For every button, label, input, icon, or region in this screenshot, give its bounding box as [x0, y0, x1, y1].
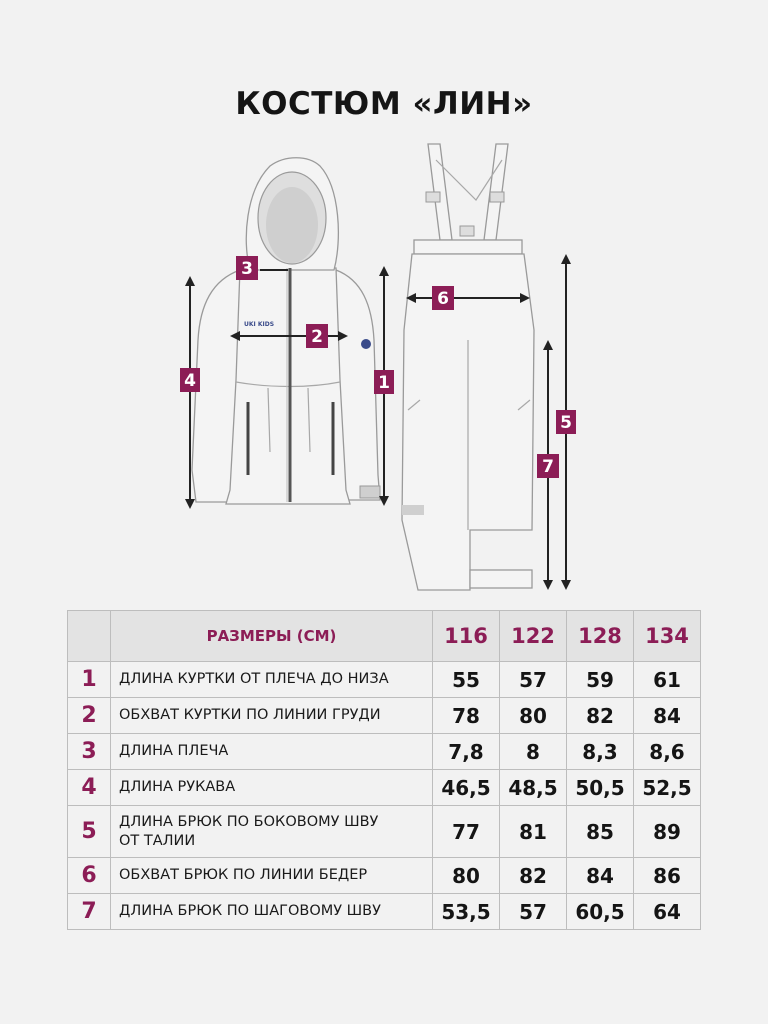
row-value: 50,5	[567, 770, 634, 806]
row-value: 61	[634, 662, 701, 698]
row-number: 4	[68, 770, 111, 806]
row-label: ДЛИНА ПЛЕЧА	[111, 734, 433, 770]
jacket-drawing	[192, 158, 380, 504]
marker-4	[180, 368, 200, 392]
row-value: 81	[500, 806, 567, 858]
marker-1	[374, 370, 394, 394]
row-number: 6	[68, 858, 111, 894]
row-value: 60,5	[567, 894, 634, 930]
header-size-116: 116	[433, 611, 500, 662]
row-number: 2	[68, 698, 111, 734]
row-value: 80	[500, 698, 567, 734]
marker-3	[236, 256, 258, 280]
page-title: КОСТЮМ «ЛИН»	[235, 86, 533, 122]
row-value: 84	[634, 698, 701, 734]
row-value: 89	[634, 806, 701, 858]
table-header-row	[68, 611, 701, 662]
row-label: ДЛИНА КУРТКИ ОТ ПЛЕЧА ДО НИЗА	[111, 662, 433, 698]
table-row	[68, 734, 701, 770]
marker-2	[306, 324, 328, 348]
row-value: 53,5	[433, 894, 500, 930]
row-label: ОБХВАТ КУРТКИ ПО ЛИНИИ ГРУДИ	[111, 698, 433, 734]
table-row	[68, 662, 701, 698]
row-value: 7,8	[433, 734, 500, 770]
row-value: 59	[567, 662, 634, 698]
row-number: 5	[68, 806, 111, 858]
table-row	[68, 894, 701, 930]
row-value: 55	[433, 662, 500, 698]
header-size-134: 134	[634, 611, 701, 662]
row-number: 3	[68, 734, 111, 770]
row-value: 57	[500, 894, 567, 930]
row-value: 52,5	[634, 770, 701, 806]
row-label: ОБХВАТ БРЮК ПО ЛИНИИ БЕДЕР	[111, 858, 433, 894]
header-empty-cell	[68, 611, 111, 662]
row-label: ДЛИНА БРЮК ПО ШАГОВОМУ ШВУ	[111, 894, 433, 930]
header-label: РАЗМЕРЫ (СМ)	[111, 611, 433, 662]
svg-text:3: 3	[241, 259, 253, 279]
row-value: 78	[433, 698, 500, 734]
table-row	[68, 806, 701, 858]
svg-text:7: 7	[542, 457, 554, 477]
row-value: 86	[634, 858, 701, 894]
row-value: 64	[634, 894, 701, 930]
pants-drawing	[402, 144, 534, 590]
row-number: 1	[68, 662, 111, 698]
marker-6	[432, 286, 454, 310]
row-value: 46,5	[433, 770, 500, 806]
svg-text:1: 1	[378, 373, 390, 393]
row-label: ДЛИНА РУКАВА	[111, 770, 433, 806]
marker-7	[537, 454, 559, 478]
row-value: 84	[567, 858, 634, 894]
row-value: 48,5	[500, 770, 567, 806]
row-value: 82	[567, 698, 634, 734]
row-value: 57	[500, 662, 567, 698]
table-row	[68, 858, 701, 894]
svg-text:5: 5	[560, 413, 572, 433]
row-value: 8,3	[567, 734, 634, 770]
header-size-128: 128	[567, 611, 634, 662]
row-value: 8	[500, 734, 567, 770]
table-row	[68, 698, 701, 734]
marker-5	[556, 410, 576, 434]
row-value: 80	[433, 858, 500, 894]
svg-text:2: 2	[311, 327, 323, 347]
row-value: 77	[433, 806, 500, 858]
svg-text:4: 4	[184, 371, 196, 391]
row-number: 7	[68, 894, 111, 930]
svg-text:6: 6	[437, 289, 449, 309]
brand-label: UKI KIDS	[244, 321, 275, 328]
row-value: 8,6	[634, 734, 701, 770]
garment-illustration	[0, 130, 768, 600]
table-row	[68, 770, 701, 806]
row-value: 82	[500, 858, 567, 894]
row-label: ДЛИНА БРЮК ПО БОКОВОМУ ШВУ ОТ ТАЛИИ	[111, 806, 433, 858]
header-size-122: 122	[500, 611, 567, 662]
size-table	[67, 610, 701, 930]
row-value: 85	[567, 806, 634, 858]
